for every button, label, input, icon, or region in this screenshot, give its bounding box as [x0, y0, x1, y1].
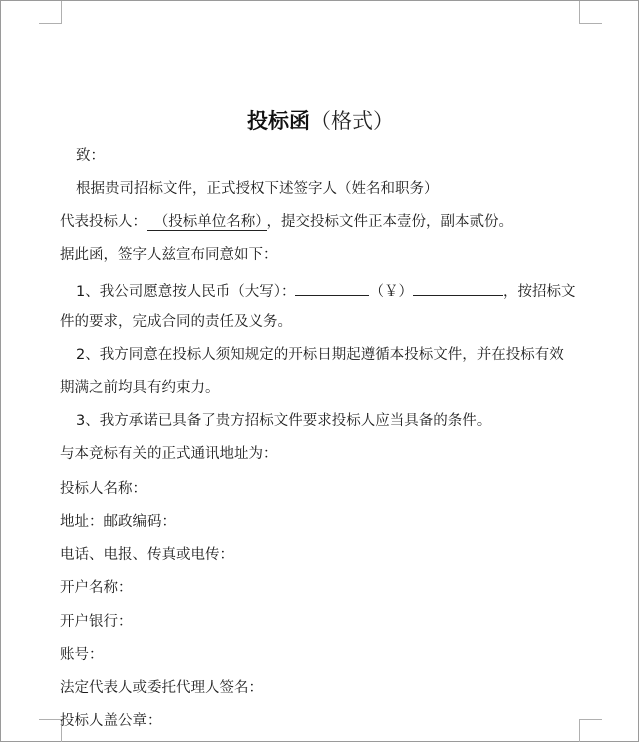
seal-label: 投标人盖公章： [60, 713, 162, 729]
item-2-continuation: 期满之前均具有约束力。 [60, 380, 220, 396]
amount-number-blank [413, 279, 503, 296]
item-1-continuation: 件的要求，完成合同的责任及义务。 [60, 314, 292, 330]
account-number-label: 账号： [60, 647, 104, 663]
paragraph-representative [60, 212, 590, 232]
address-intro: 与本竞标有关的正式通讯地址为： [60, 446, 278, 462]
rep-prefix: 代表投标人： [60, 214, 147, 230]
item-1-text-c: ，按招标文 [502, 284, 576, 300]
bidder-unit-name-field: （投标单位名称） [147, 214, 267, 231]
account-name-label: 开户名称： [60, 580, 133, 596]
phone-label: 电话、电报、传真或电传： [60, 547, 234, 563]
item-1-text-a: 1、我公司愿意按人民币（大写）： [76, 284, 296, 300]
item-2: 2、我方同意在投标人须知规定的开标日期起遵循本投标文件，并在投标有效 [76, 347, 564, 363]
document-title [1, 105, 639, 137]
paragraph-authorization: 根据贵司招标文件，正式授权下述签字人（姓名和职务） [76, 181, 439, 197]
crop-mark-top-left [39, 1, 62, 24]
crop-mark-top-right [579, 1, 602, 24]
rep-suffix: ，提交投标文件正本壹份，副本贰份。 [266, 214, 513, 230]
crop-mark-bottom-left [39, 719, 62, 742]
address-label: 地址：邮政编码： [60, 514, 176, 530]
bidder-name-label: 投标人名称： [60, 481, 147, 497]
bank-label: 开户银行： [60, 614, 133, 630]
item-1 [76, 279, 606, 302]
signature-label: 法定代表人或委托代理人签名： [60, 680, 263, 696]
item-3: 3、我方承诺已具备了贵方招标文件要求投标人应当具备的条件。 [76, 413, 492, 429]
title-format-note: （格式） [310, 109, 394, 133]
item-1-text-b: （￥） [369, 284, 413, 300]
declaration-intro: 据此函，签字人兹宣布同意如下： [60, 247, 278, 263]
title-main: 投标函 [247, 109, 310, 133]
salutation: 致： [76, 148, 105, 164]
amount-capital-blank [295, 279, 369, 296]
